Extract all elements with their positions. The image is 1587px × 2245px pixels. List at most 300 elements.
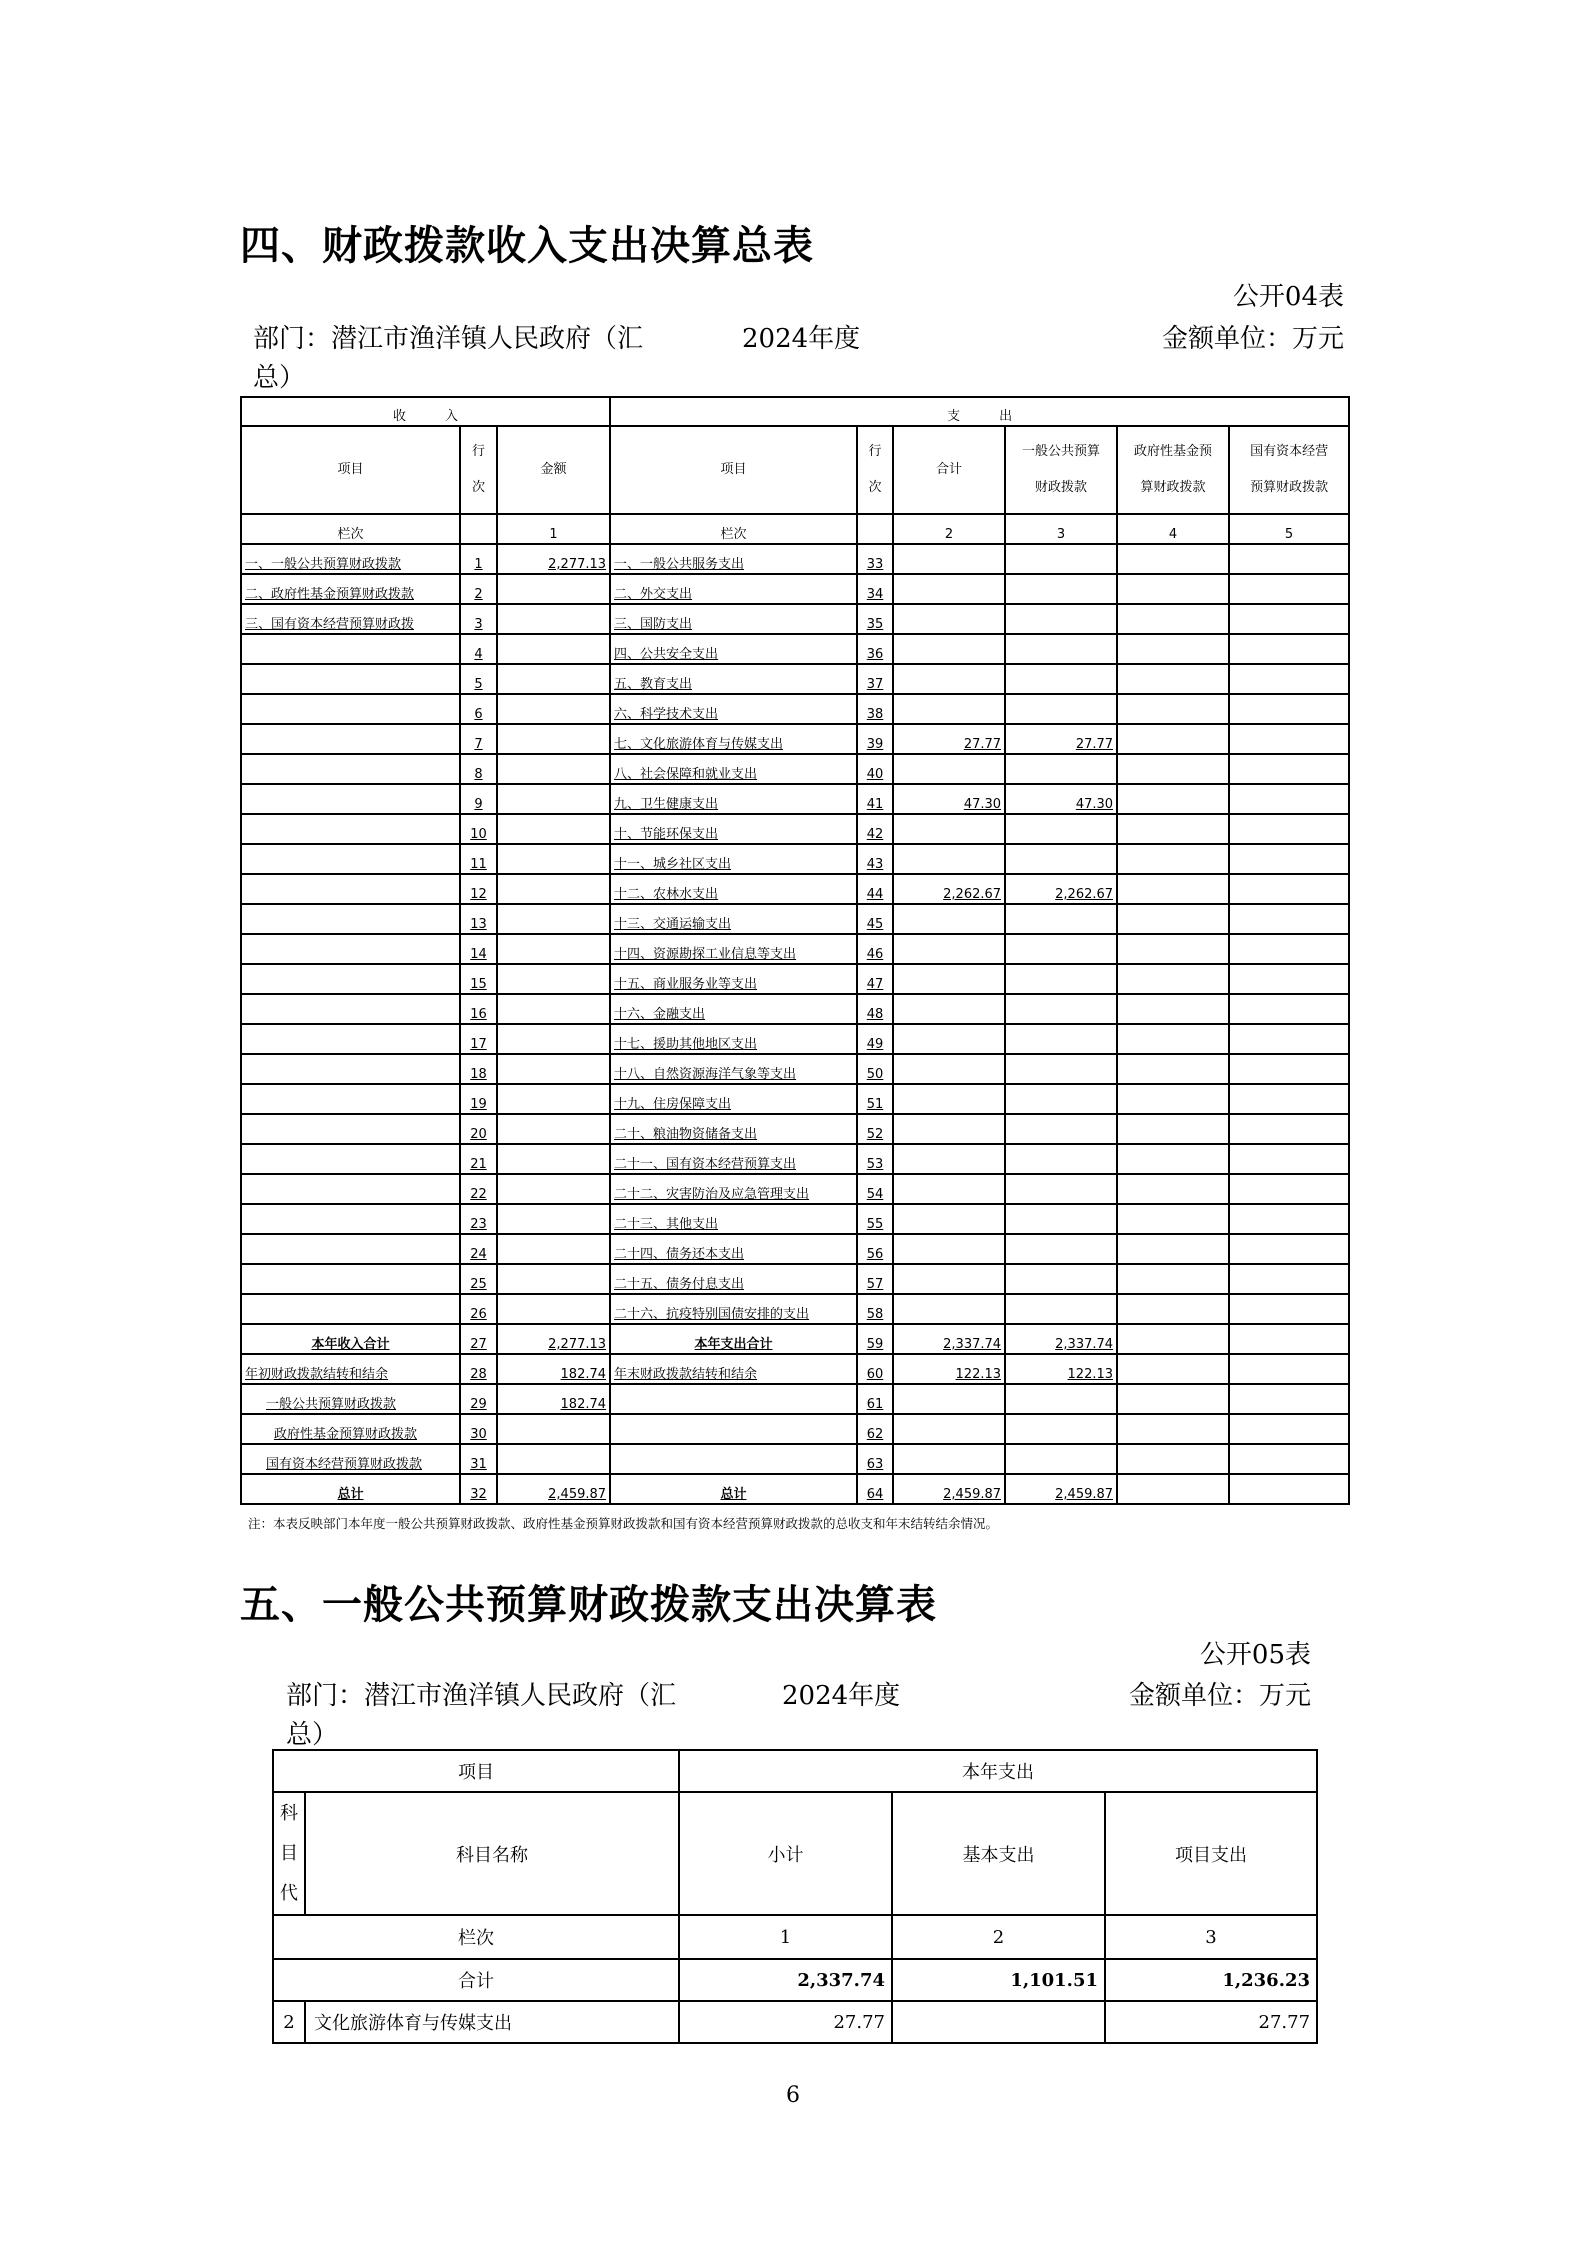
expense-total [893,544,1005,574]
sum-subtotal: 2,337.74 [679,1959,892,2001]
expense-state-capital [1229,1204,1349,1234]
expense-general-budget [1005,664,1117,694]
income-row-no: 6 [460,694,497,724]
expense-total [893,904,1005,934]
expense-state-capital [1229,754,1349,784]
expense-total: 27.77 [893,724,1005,754]
income-row-no: 25 [460,1264,497,1294]
expense-gov-fund [1117,634,1229,664]
income-item [241,1264,460,1294]
expense-item: 二十六、抗疫特别国债安排的支出 [610,1294,857,1324]
income-amount: 182.74 [497,1354,610,1384]
lanci-row [241,514,1349,544]
income-amount: 2,277.13 [497,1324,610,1354]
income-row-no: 30 [460,1414,497,1444]
income-amount [497,784,610,814]
income-row-no: 18 [460,1054,497,1084]
section4-note: 注：本表反映部门本年度一般公共预算财政拨款、政府性基金预算财政拨款和国有资本经营预算财政拨款的总收支和年末结转结余情况。 [248,1516,999,1531]
expense-gov-fund [1117,874,1229,904]
expense-row-no: 51 [857,1084,893,1114]
lanci-c4: 4 [1117,514,1229,544]
expense-gov-fund [1117,1114,1229,1144]
expense-row-no: 38 [857,694,893,724]
income-item [241,814,460,844]
expense-general-budget [1005,844,1117,874]
income-section-header: 收 入 [241,397,610,426]
income-item [241,1174,460,1204]
lanci-c1: 1 [497,514,610,544]
col-project-expense: 项目支出 [1105,1792,1317,1915]
lanci-row [273,1915,1317,1959]
expense-state-capital [1229,844,1349,874]
expense-total [893,1294,1005,1324]
expense-general-budget [1005,1384,1117,1414]
expense-item: 二十四、债务还本支出 [610,1234,857,1264]
income-amount: 182.74 [497,1384,610,1414]
expense-total [893,664,1005,694]
income-item [241,964,460,994]
expense-row-no: 58 [857,1294,893,1324]
section4-department-cont: 总） [253,363,306,393]
income-row-no: 11 [460,844,497,874]
expense-row-no: 34 [857,574,893,604]
expense-gov-fund [1117,574,1229,604]
expense-item: 二十一、国有资本经营预算支出 [610,1144,857,1174]
col-subject-name: 科目名称 [305,1792,679,1915]
section4-table-code: 公开04表 [1232,282,1344,312]
income-amount [497,1264,610,1294]
total-row [241,1474,1349,1504]
expense-total [893,1054,1005,1084]
expense-item: 八、社会保障和就业支出 [610,754,857,784]
expense-total [893,964,1005,994]
total-row [241,1324,1349,1354]
col-expense-item: 项目 [610,426,857,514]
expense-item: 九、卫生健康支出 [610,784,857,814]
col-income-amount: 金额 [497,426,610,514]
income-amount [497,844,610,874]
income-row-no: 9 [460,784,497,814]
income-amount [497,604,610,634]
expense-total [893,1204,1005,1234]
expense-row-no: 52 [857,1114,893,1144]
expense-total [893,814,1005,844]
income-row-no: 3 [460,604,497,634]
expense-state-capital [1229,1144,1349,1174]
expense-item: 一、一般公共服务支出 [610,544,857,574]
sum-label: 合计 [273,1959,679,2001]
expense-row-no: 44 [857,874,893,904]
table-row [241,574,1349,604]
income-item [241,724,460,754]
expense-gov-fund [1117,1264,1229,1294]
expense-total [893,634,1005,664]
lanci-c2: 2 [893,514,1005,544]
expense-state-capital [1229,1444,1349,1474]
income-item: 一、一般公共预算财政拨款 [241,544,460,574]
income-amount [497,1054,610,1084]
expense-state-capital [1229,664,1349,694]
income-item [241,1054,460,1084]
income-amount [497,1114,610,1144]
income-item [241,994,460,1024]
total-row [241,1414,1349,1444]
expense-item [610,1384,857,1414]
income-item [241,1294,460,1324]
income-row-no: 4 [460,634,497,664]
expense-state-capital [1229,1474,1349,1504]
expense-total: 2,459.87 [893,1474,1005,1504]
expense-total [893,1384,1005,1414]
table-row [241,964,1349,994]
expense-item [610,1414,857,1444]
expense-row-no: 63 [857,1444,893,1474]
expense-general-budget [1005,1234,1117,1264]
expense-general-budget [1005,814,1117,844]
income-row-no: 28 [460,1354,497,1384]
expense-state-capital [1229,634,1349,664]
expense-state-capital [1229,1294,1349,1324]
lanci-label: 栏次 [241,514,460,544]
expense-state-capital [1229,1054,1349,1084]
income-amount [497,1144,610,1174]
expense-total [893,1114,1005,1144]
col-income-row-no: 行 次 [460,426,497,514]
expense-row-no: 64 [857,1474,893,1504]
income-amount [497,934,610,964]
income-row-no: 22 [460,1174,497,1204]
expense-row-no: 59 [857,1324,893,1354]
income-amount [497,754,610,784]
income-item [241,1024,460,1054]
expense-item: 十、节能环保支出 [610,814,857,844]
income-row-no: 24 [460,1234,497,1264]
expense-row-no: 46 [857,934,893,964]
table-row [241,844,1349,874]
income-amount [497,634,610,664]
expense-state-capital [1229,874,1349,904]
expense-general-budget [1005,1024,1117,1054]
expense-state-capital [1229,994,1349,1024]
expense-general-budget [1005,574,1117,604]
total-row [241,1354,1349,1384]
expense-row-no: 36 [857,634,893,664]
expense-general-budget [1005,934,1117,964]
expense-item: 七、文化旅游体育与传媒支出 [610,724,857,754]
expense-general-budget: 2,262.67 [1005,874,1117,904]
income-amount: 2,459.87 [497,1474,610,1504]
expense-item [610,1444,857,1474]
fiscal-allocation-summary-table [240,396,1350,1505]
expense-gov-fund [1117,604,1229,634]
expense-total [893,574,1005,604]
header-current-year-expense: 本年支出 [679,1750,1317,1792]
income-item [241,1114,460,1144]
expense-general-budget [1005,1204,1117,1234]
section5-title: 五、一般公共预算财政拨款支出决算表 [240,1582,937,1628]
expense-row-no: 56 [857,1234,893,1264]
table-row [241,1084,1349,1114]
expense-general-budget [1005,1294,1117,1324]
expense-gov-fund [1117,1204,1229,1234]
expense-general-budget: 122.13 [1005,1354,1117,1384]
expense-general-budget [1005,754,1117,784]
expense-gov-fund [1117,1024,1229,1054]
expense-gov-fund [1117,1174,1229,1204]
income-row-no: 26 [460,1294,497,1324]
expense-row-no: 55 [857,1204,893,1234]
expense-gov-fund [1117,1384,1229,1414]
expense-gov-fund [1117,664,1229,694]
income-item [241,904,460,934]
lanci-label: 栏次 [273,1915,679,1959]
expense-total [893,1234,1005,1264]
expense-gov-fund [1117,1324,1229,1354]
expense-general-budget [1005,904,1117,934]
table-row [241,1264,1349,1294]
expense-state-capital [1229,544,1349,574]
expense-state-capital [1229,1354,1349,1384]
col-basic-expense: 基本支出 [892,1792,1105,1915]
expense-total [893,934,1005,964]
col-general-budget: 一般公共预算 财政拨款 [1005,426,1117,514]
table-row [241,634,1349,664]
expense-state-capital [1229,934,1349,964]
expense-item: 年末财政拨款结转和结余 [610,1354,857,1384]
expense-state-capital [1229,694,1349,724]
expense-item: 二十二、灾害防治及应急管理支出 [610,1174,857,1204]
expense-gov-fund [1117,994,1229,1024]
table-row [241,1174,1349,1204]
expense-total [893,1144,1005,1174]
expense-general-budget [1005,634,1117,664]
expense-total [893,994,1005,1024]
total-row [241,1384,1349,1414]
expense-total [893,1264,1005,1294]
income-amount [497,1024,610,1054]
expense-state-capital [1229,1264,1349,1294]
expense-general-budget [1005,1444,1117,1474]
expense-general-budget: 2,337.74 [1005,1324,1117,1354]
table-row [241,664,1349,694]
expense-gov-fund [1117,724,1229,754]
expense-total: 2,262.67 [893,874,1005,904]
expense-total [893,1414,1005,1444]
expense-state-capital [1229,1384,1349,1414]
income-item [241,664,460,694]
col-state-capital: 国有资本经营 预算财政拨款 [1229,426,1349,514]
expense-state-capital [1229,784,1349,814]
table-row [241,934,1349,964]
expense-state-capital [1229,814,1349,844]
expense-row-no: 43 [857,844,893,874]
income-amount [497,1294,610,1324]
income-row-no: 1 [460,544,497,574]
col-subject-code: 科 目 代 [273,1792,305,1915]
income-amount [497,694,610,724]
section4-title: 四、财政拨款收入支出决算总表 [240,223,814,269]
expense-row-no: 60 [857,1354,893,1384]
income-amount [497,724,610,754]
expense-total [893,1174,1005,1204]
income-amount [497,1084,610,1114]
income-row-no: 12 [460,874,497,904]
expense-item: 五、教育支出 [610,664,857,694]
income-row-no: 31 [460,1444,497,1474]
expense-total [893,604,1005,634]
expense-general-budget: 27.77 [1005,724,1117,754]
expense-row-no: 54 [857,1174,893,1204]
expense-item: 十七、援助其他地区支出 [610,1024,857,1054]
expense-total: 2,337.74 [893,1324,1005,1354]
general-budget-expense-table [272,1749,1318,2044]
col-total: 合计 [893,426,1005,514]
expense-item: 三、国防支出 [610,604,857,634]
expense-row-no: 33 [857,544,893,574]
table-row [241,1144,1349,1174]
expense-row-no: 42 [857,814,893,844]
income-row-no: 7 [460,724,497,754]
expense-general-budget [1005,1144,1117,1174]
expense-row-no: 57 [857,1264,893,1294]
expense-gov-fund [1117,1354,1229,1384]
income-item: 一般公共预算财政拨款 [241,1384,460,1414]
expense-gov-fund [1117,784,1229,814]
lanci-c1: 1 [679,1915,892,1959]
lanci-c3: 3 [1105,1915,1317,1959]
expense-gov-fund [1117,934,1229,964]
expense-item: 四、公共安全支出 [610,634,857,664]
table-row [241,814,1349,844]
expense-item: 十五、商业服务业等支出 [610,964,857,994]
expense-item: 二、外交支出 [610,574,857,604]
expense-gov-fund [1117,1294,1229,1324]
section5-department: 部门：潜江市渔洋镇人民政府（汇 [286,1681,677,1711]
sum-row [273,1959,1317,2001]
expense-row-no: 50 [857,1054,893,1084]
table-row [241,874,1349,904]
expense-row-no: 37 [857,664,893,694]
income-row-no: 32 [460,1474,497,1504]
expense-gov-fund [1117,814,1229,844]
table-row [241,994,1349,1024]
expense-state-capital [1229,574,1349,604]
income-amount [497,994,610,1024]
expense-gov-fund [1117,1144,1229,1174]
expense-row-no: 62 [857,1414,893,1444]
income-item: 本年收入合计 [241,1324,460,1354]
expense-gov-fund [1117,1234,1229,1264]
expense-row-no: 49 [857,1024,893,1054]
expense-item: 二十五、债务付息支出 [610,1264,857,1294]
expense-gov-fund [1117,544,1229,574]
expense-state-capital [1229,964,1349,994]
expense-state-capital [1229,1324,1349,1354]
lanci-label-expense: 栏次 [610,514,857,544]
income-amount [497,1174,610,1204]
income-item: 政府性基金预算财政拨款 [241,1414,460,1444]
expense-gov-fund [1117,1474,1229,1504]
income-row-no: 16 [460,994,497,1024]
expense-general-budget [1005,1054,1117,1084]
income-item [241,694,460,724]
income-item [241,934,460,964]
expense-state-capital [1229,1024,1349,1054]
header-item: 项目 [273,1750,679,1792]
income-item [241,1084,460,1114]
table-row [241,754,1349,784]
income-item [241,754,460,784]
expense-general-budget [1005,994,1117,1024]
section5-department-cont: 总） [286,1720,339,1750]
section5-year: 2024年度 [782,1681,901,1711]
expense-row-no: 39 [857,724,893,754]
expense-gov-fund [1117,1414,1229,1444]
expense-item: 十九、住房保障支出 [610,1084,857,1114]
expense-gov-fund [1117,694,1229,724]
income-amount [497,964,610,994]
expense-gov-fund [1117,1054,1229,1084]
col-gov-fund: 政府性基金预 算财政拨款 [1117,426,1229,514]
income-amount [497,1204,610,1234]
income-row-no: 5 [460,664,497,694]
subtotal: 27.77 [679,2001,892,2043]
expense-gov-fund [1117,904,1229,934]
income-item [241,1204,460,1234]
expense-total [893,844,1005,874]
income-row-no: 29 [460,1384,497,1414]
income-row-no: 10 [460,814,497,844]
expense-total: 122.13 [893,1354,1005,1384]
income-row-no: 21 [460,1144,497,1174]
lanci-c5: 5 [1229,514,1349,544]
expense-state-capital [1229,1234,1349,1264]
income-row-no: 27 [460,1324,497,1354]
income-amount [497,1444,610,1474]
income-amount: 2,277.13 [497,544,610,574]
expense-item: 十三、交通运输支出 [610,904,857,934]
col-subtotal: 小计 [679,1792,892,1915]
income-item: 国有资本经营预算财政拨款 [241,1444,460,1474]
income-item: 三、国有资本经营预算财政拨 [241,604,460,634]
expense-general-budget [1005,544,1117,574]
expense-state-capital [1229,904,1349,934]
expense-total [893,1444,1005,1474]
expense-general-budget [1005,694,1117,724]
income-row-no: 20 [460,1114,497,1144]
income-row-no: 19 [460,1084,497,1114]
basic-expense [892,2001,1105,2043]
table-row [241,1294,1349,1324]
income-row-no: 8 [460,754,497,784]
income-item [241,1144,460,1174]
section4-unit: 金额单位：万元 [1161,324,1344,354]
income-item [241,784,460,814]
expense-gov-fund [1117,1444,1229,1474]
expense-section-header: 支 出 [610,397,1349,426]
expense-row-no: 40 [857,754,893,784]
table-row [241,1054,1349,1084]
expense-item: 十八、自然资源海洋气象等支出 [610,1054,857,1084]
expense-row-no: 35 [857,604,893,634]
income-row-no: 17 [460,1024,497,1054]
expense-row-no: 53 [857,1144,893,1174]
table-row [241,694,1349,724]
expense-general-budget [1005,1414,1117,1444]
expense-state-capital [1229,604,1349,634]
income-amount [497,1414,610,1444]
section4-department: 部门：潜江市渔洋镇人民政府（汇 [253,324,644,354]
